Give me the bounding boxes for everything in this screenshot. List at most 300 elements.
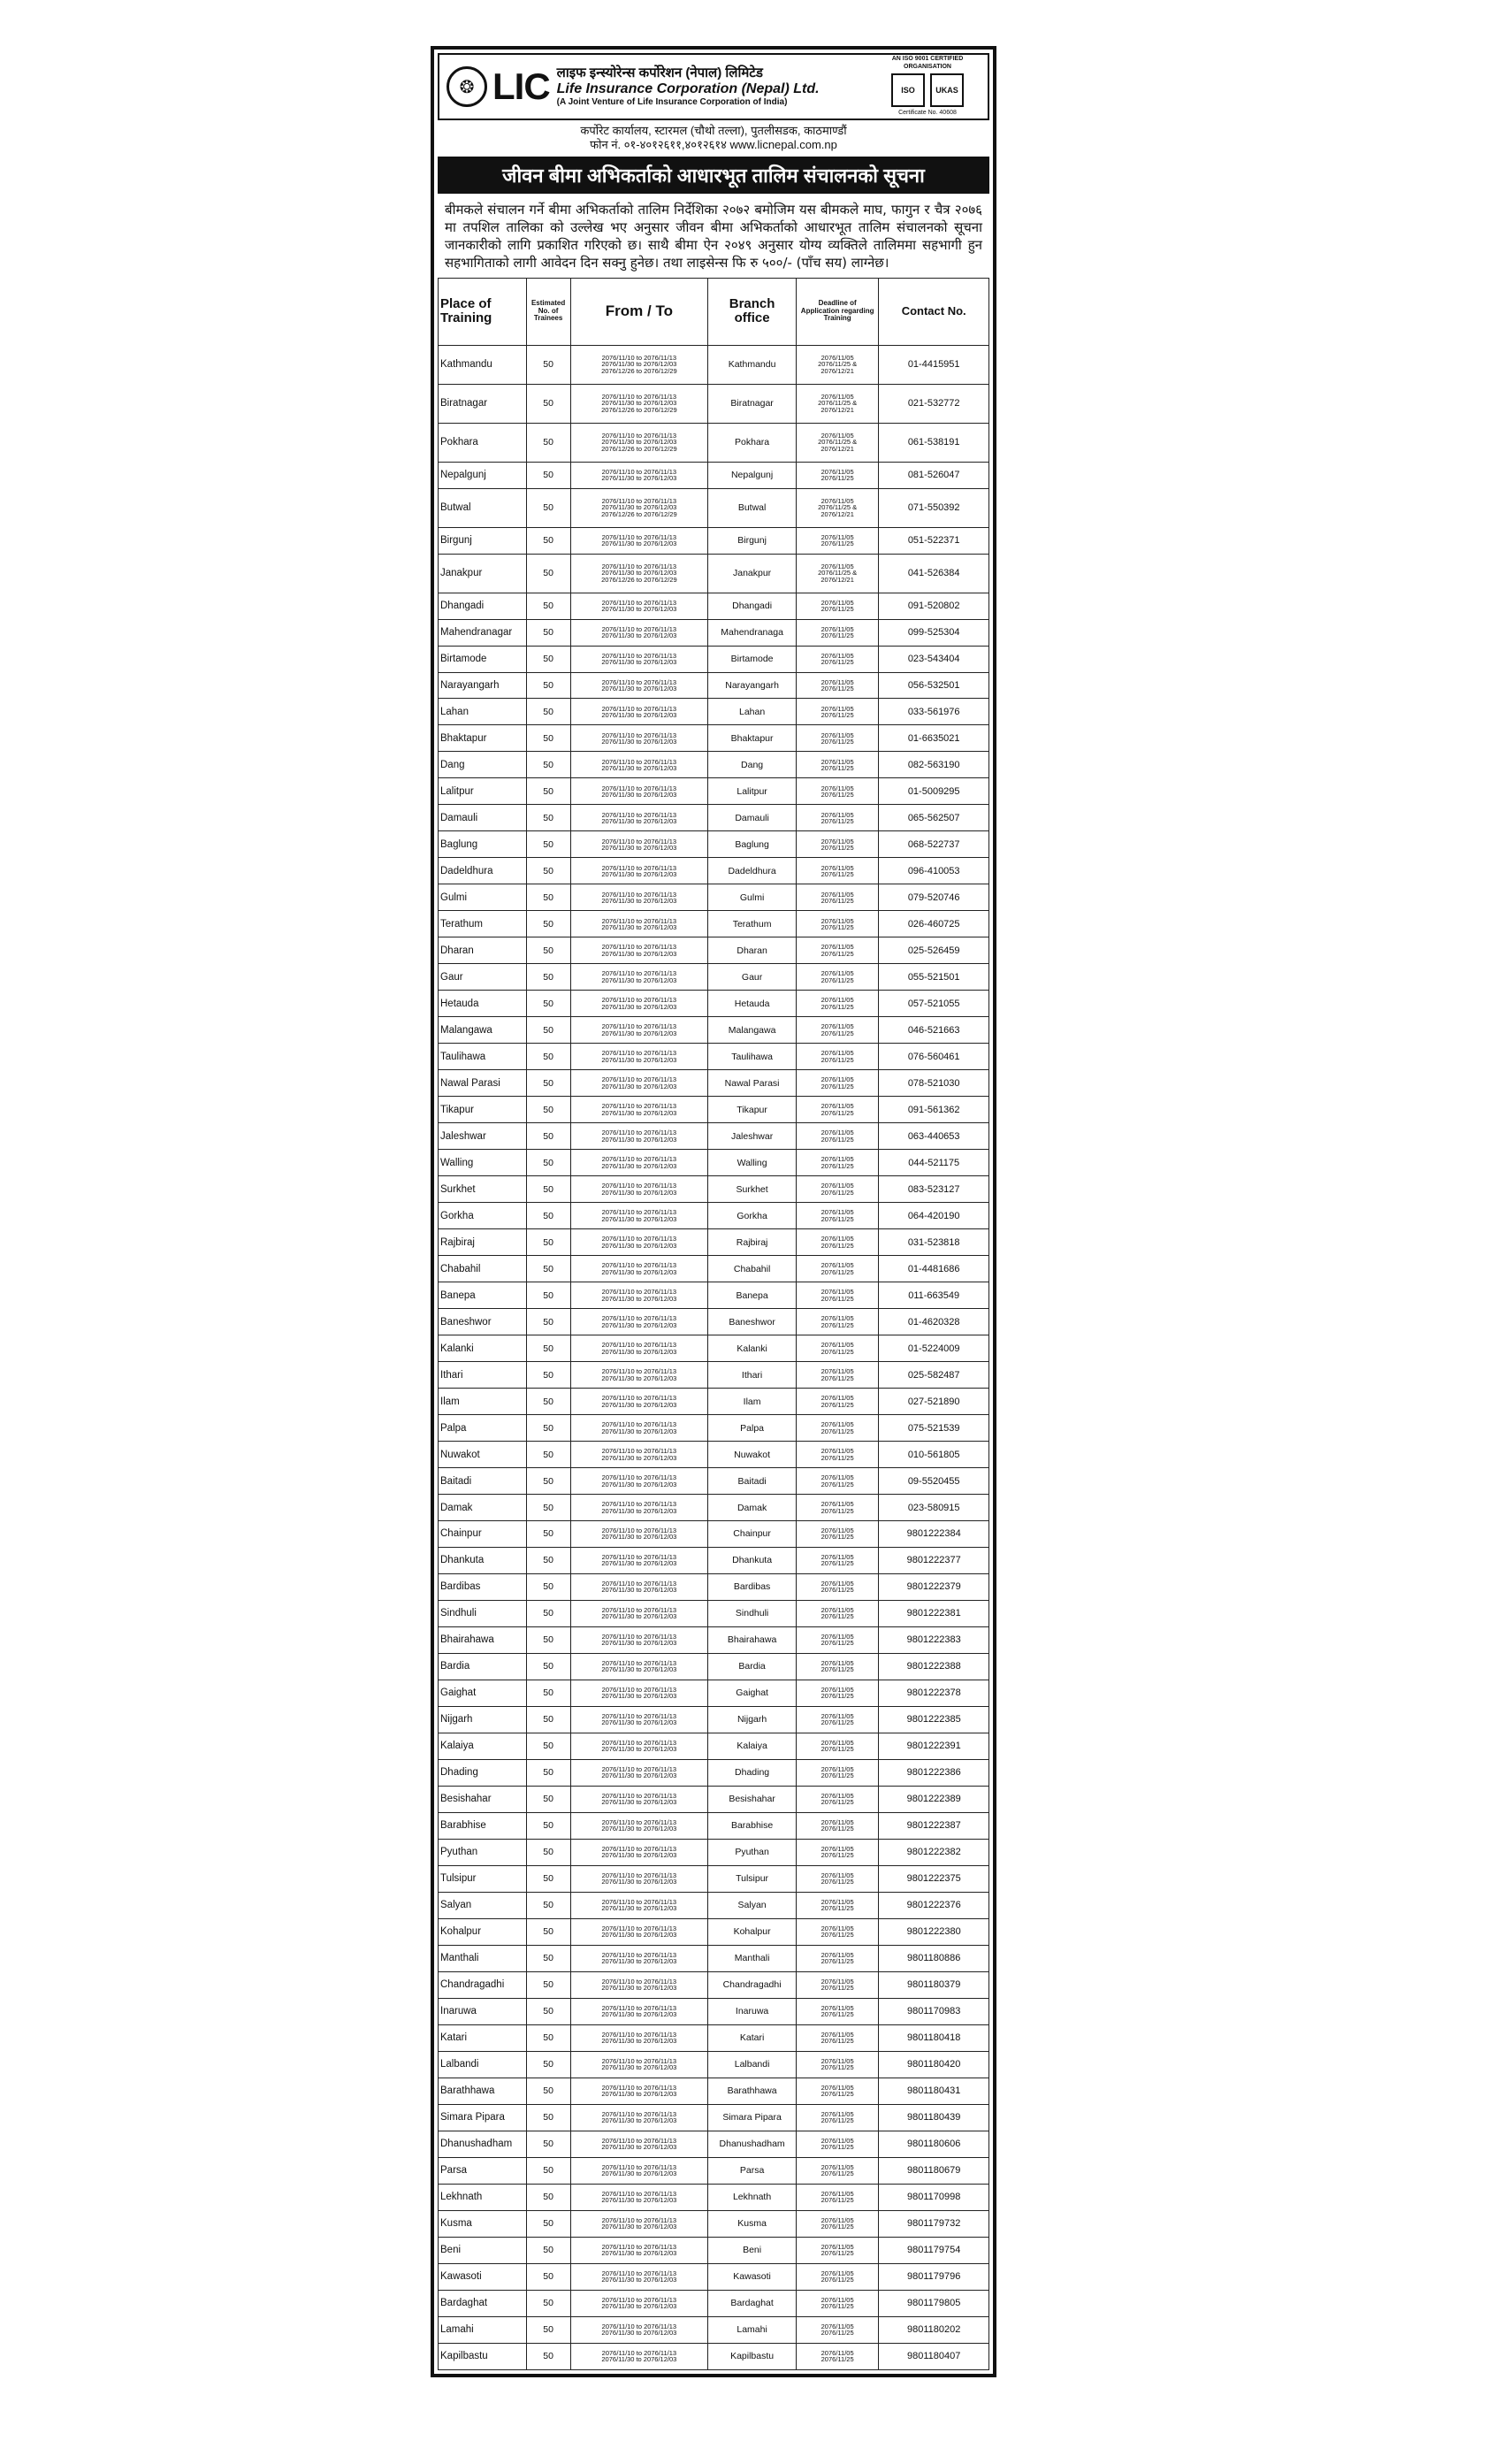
contact-cell: 082-563190: [879, 752, 989, 778]
contact-cell: 083-523127: [879, 1176, 989, 1203]
deadline-cell: [796, 1203, 878, 1229]
date-range: 2076/11/30 to 2076/12/03: [601, 976, 677, 984]
table-row: [439, 2157, 989, 2184]
deadline-date: 2076/11/25: [821, 1400, 854, 1409]
place-cell: Dadeldhura: [439, 858, 527, 884]
deadline-cell: [796, 345, 878, 384]
date-range: 2076/11/30 to 2076/12/03: [601, 2355, 677, 2364]
date-range: 2076/12/26 to 2076/12/29: [601, 444, 677, 453]
date-range: 2076/12/26 to 2076/12/29: [601, 405, 677, 414]
deadline-date: 2076/11/25: [821, 1957, 854, 1966]
table-row: [439, 1945, 989, 1971]
trainees-cell: 50: [526, 1626, 570, 1653]
branch-cell: Narayangarh: [708, 672, 797, 699]
contact-cell: 046-521663: [879, 1017, 989, 1044]
table-row: [439, 937, 989, 964]
dates-cell: [570, 1389, 708, 1415]
trainees-cell: 50: [526, 2316, 570, 2343]
table-row: [439, 1203, 989, 1229]
contact-cell: 9801222391: [879, 1733, 989, 1759]
deadline-cell: [796, 554, 878, 593]
place-cell: Bhairahawa: [439, 1626, 527, 1653]
branch-cell: Bardia: [708, 1653, 797, 1680]
contact-cell: 9801180407: [879, 2343, 989, 2369]
address-block: [438, 120, 989, 157]
contact-cell: 099-525304: [879, 619, 989, 646]
place-cell: Dang: [439, 752, 527, 778]
table-row: [439, 858, 989, 884]
date-range: 2076/11/10 to 2076/11/13: [601, 2136, 677, 2145]
date-range: 2076/11/10 to 2076/11/13: [601, 1844, 677, 1853]
dates-cell: [570, 1812, 708, 1839]
branch-cell: Malangawa: [708, 1017, 797, 1044]
deadline-date: 2076/11/05: [821, 890, 854, 899]
table-row: [439, 2237, 989, 2263]
deadline-date: 2076/11/05: [821, 1420, 854, 1429]
table-row: [439, 384, 989, 423]
trainees-cell: 50: [526, 991, 570, 1017]
dates-cell: [570, 1415, 708, 1442]
deadline-date: 2076/11/05: [821, 1314, 854, 1323]
date-range: 2076/11/30 to 2076/12/03: [601, 1825, 677, 1833]
date-range: 2076/11/30 to 2076/12/03: [601, 2116, 677, 2125]
deadline-date: 2076/12/21: [821, 366, 854, 375]
date-range: 2076/11/10 to 2076/11/13: [601, 731, 677, 739]
date-range: 2076/11/30 to 2076/12/03: [601, 658, 677, 666]
place-cell: Lekhnath: [439, 2184, 527, 2210]
contact-cell: 023-580915: [879, 1495, 989, 1521]
dates-cell: [570, 1600, 708, 1626]
trainees-cell: 50: [526, 1176, 570, 1203]
dates-cell: [570, 1442, 708, 1468]
trainees-cell: 50: [526, 1309, 570, 1335]
table-row: [439, 1309, 989, 1335]
table-row: [439, 1017, 989, 1044]
trainees-cell: 50: [526, 1468, 570, 1495]
date-range: 2076/11/30 to 2076/12/03: [601, 869, 677, 878]
deadline-date: 2076/11/05: [821, 1182, 854, 1190]
date-range: 2076/11/10 to 2076/11/13: [601, 863, 677, 872]
date-range: 2076/11/10 to 2076/11/13: [601, 996, 677, 1005]
dates-cell: [570, 2104, 708, 2131]
deadline-cell: [796, 1786, 878, 1812]
contact-cell: 051-522371: [879, 527, 989, 554]
address-line: कर्पोरेट कार्यालय, स्टारमल (चौथो तल्ला), पुतलीसडक, काठमाण्डौं: [580, 124, 847, 137]
date-range: 2076/11/10 to 2076/11/13: [601, 1817, 677, 1826]
deadline-date: 2076/11/05: [821, 1712, 854, 1721]
date-range: 2076/11/30 to 2076/12/03: [601, 503, 677, 512]
place-cell: Narayangarh: [439, 672, 527, 699]
contact-cell: 01-4415951: [879, 345, 989, 384]
trainees-cell: 50: [526, 778, 570, 805]
trainees-cell: 50: [526, 488, 570, 527]
date-range: 2076/11/30 to 2076/12/03: [601, 949, 677, 958]
deadline-date: 2076/11/25 &: [818, 360, 858, 369]
date-range: 2076/11/30 to 2076/12/03: [601, 2010, 677, 2019]
deadline-date: 2076/11/25: [821, 1347, 854, 1356]
trainees-cell: 50: [526, 1335, 570, 1362]
place-cell: Dhankuta: [439, 1547, 527, 1573]
table-row: [439, 1626, 989, 1653]
contact-cell: 027-521890: [879, 1389, 989, 1415]
table-row: [439, 554, 989, 593]
trainees-cell: 50: [526, 1892, 570, 1918]
deadline-date: 2076/11/05: [821, 353, 854, 362]
date-range: 2076/11/10 to 2076/11/13: [601, 2269, 677, 2277]
deadline-date: 2076/11/05: [821, 1897, 854, 1906]
date-range: 2076/11/30 to 2076/12/03: [601, 2063, 677, 2072]
place-cell: Kawasoti: [439, 2263, 527, 2290]
dates-cell: [570, 423, 708, 462]
deadline-cell: [796, 1945, 878, 1971]
deadline-cell: [796, 1680, 878, 1706]
date-range: 2076/11/30 to 2076/12/03: [601, 1559, 677, 1568]
date-range: 2076/11/30 to 2076/12/03: [601, 631, 677, 640]
deadline-cell: [796, 1547, 878, 1573]
deadline-date: 2076/11/25: [821, 1055, 854, 1064]
deadline-cell: [796, 2290, 878, 2316]
deadline-date: 2076/11/25: [821, 539, 854, 548]
branch-cell: Salyan: [708, 1892, 797, 1918]
date-range: 2076/11/30 to 2076/12/03: [601, 922, 677, 931]
trainees-cell: 50: [526, 1812, 570, 1839]
table-row: [439, 1335, 989, 1362]
place-cell: Lalitpur: [439, 778, 527, 805]
dates-cell: [570, 778, 708, 805]
deadline-date: 2076/11/25: [821, 1002, 854, 1011]
date-range: 2076/11/10 to 2076/11/13: [601, 2189, 677, 2198]
deadline-cell: [796, 1892, 878, 1918]
table-row: [439, 1521, 989, 1548]
deadline-cell: [796, 2104, 878, 2131]
deadline-cell: [796, 778, 878, 805]
deadline-date: 2076/11/25: [821, 1984, 854, 1993]
dates-cell: [570, 1335, 708, 1362]
date-range: 2076/11/10 to 2076/11/13: [601, 677, 677, 686]
deadline-cell: [796, 1706, 878, 1733]
place-cell: Nepalgunj: [439, 462, 527, 488]
deadline-cell: [796, 1573, 878, 1600]
date-range: 2076/11/30 to 2076/12/03: [601, 1851, 677, 1860]
deadline-date: 2076/11/25: [821, 816, 854, 825]
date-range: 2076/11/30 to 2076/12/03: [601, 816, 677, 825]
dates-cell: [570, 1945, 708, 1971]
date-range: 2076/11/10 to 2076/11/13: [601, 497, 677, 506]
deadline-date: 2076/11/25: [821, 1241, 854, 1250]
branch-cell: Dhankuta: [708, 1547, 797, 1573]
date-range: 2076/11/10 to 2076/11/13: [601, 2030, 677, 2039]
table-row: [439, 1123, 989, 1150]
date-range: 2076/11/30 to 2076/12/03: [601, 2090, 677, 2099]
deadline-cell: [796, 384, 878, 423]
contact-cell: 021-532772: [879, 384, 989, 423]
dates-cell: [570, 831, 708, 858]
table-row: [439, 423, 989, 462]
branch-cell: Baneshwor: [708, 1309, 797, 1335]
deadline-cell: [796, 937, 878, 964]
date-range: 2076/11/10 to 2076/11/13: [601, 651, 677, 660]
deadline-date: 2076/11/25: [821, 1294, 854, 1303]
branch-cell: Dadeldhura: [708, 858, 797, 884]
deadline-date: 2076/11/25: [821, 474, 854, 483]
table-row: [439, 1918, 989, 1945]
dates-cell: [570, 1229, 708, 1256]
deadline-date: 2076/11/05: [821, 1235, 854, 1243]
date-range: 2076/11/10 to 2076/11/13: [601, 1606, 677, 1615]
date-range: 2076/11/10 to 2076/11/13: [601, 1235, 677, 1243]
branch-cell: Bardaghat: [708, 2290, 797, 2316]
header-from-to: From / To: [570, 278, 708, 345]
deadline-date: 2076/11/25: [821, 2169, 854, 2178]
deadline-cell: [796, 527, 878, 554]
trainees-cell: 50: [526, 2343, 570, 2369]
dates-cell: [570, 725, 708, 752]
contact-cell: 9801222378: [879, 1680, 989, 1706]
contact-cell: 033-561976: [879, 699, 989, 725]
date-range: 2076/11/30 to 2076/12/03: [601, 2276, 677, 2284]
place-cell: Nuwakot: [439, 1442, 527, 1468]
trainees-cell: 50: [526, 1229, 570, 1256]
table-row: [439, 1573, 989, 1600]
trainees-cell: 50: [526, 699, 570, 725]
date-range: 2076/11/30 to 2076/12/03: [601, 438, 677, 447]
deadline-date: 2076/11/25: [821, 2143, 854, 2152]
dates-cell: [570, 554, 708, 593]
notice-title: जीवन बीमा अभिकर्ताको आधारभूत तालिम संचालनको सूचना: [438, 157, 989, 194]
place-cell: Gaighat: [439, 1680, 527, 1706]
contact-cell: 068-522737: [879, 831, 989, 858]
trainees-cell: 50: [526, 1573, 570, 1600]
deadline-date: 2076/11/05: [821, 916, 854, 925]
place-cell: Dharan: [439, 937, 527, 964]
dates-cell: [570, 1282, 708, 1309]
trainees-cell: 50: [526, 2104, 570, 2131]
deadline-date: 2076/11/25: [821, 896, 854, 905]
trainees-cell: 50: [526, 1547, 570, 1573]
date-range: 2076/11/30 to 2076/12/03: [601, 1241, 677, 1250]
deadline-date: 2076/11/25: [821, 684, 854, 693]
trainees-cell: 50: [526, 805, 570, 831]
joint-venture-note: (A Joint Venture of Life Insurance Corporation of India): [556, 97, 788, 108]
deadline-date: 2076/11/05: [821, 1791, 854, 1800]
deadline-date: 2076/11/25: [821, 763, 854, 772]
table-row: [439, 991, 989, 1017]
branch-cell: Janakpur: [708, 554, 797, 593]
trainees-cell: 50: [526, 345, 570, 384]
deadline-cell: [796, 2131, 878, 2157]
deadline-date: 2076/11/25: [821, 737, 854, 746]
branch-cell: Baglung: [708, 831, 797, 858]
deadline-date: 2076/11/05: [821, 432, 854, 440]
place-cell: Dhangadi: [439, 593, 527, 619]
date-range: 2076/11/10 to 2076/11/13: [601, 1580, 677, 1588]
date-range: 2076/11/10 to 2076/11/13: [601, 1182, 677, 1190]
trainees-cell: 50: [526, 2078, 570, 2104]
date-range: 2076/11/30 to 2076/12/03: [601, 1347, 677, 1356]
place-cell: Gulmi: [439, 884, 527, 911]
table-row: [439, 1998, 989, 2024]
table-row: [439, 2078, 989, 2104]
date-range: 2076/11/30 to 2076/12/03: [601, 1267, 677, 1276]
branch-cell: Sindhuli: [708, 1600, 797, 1626]
place-cell: Inaruwa: [439, 1998, 527, 2024]
dates-cell: [570, 462, 708, 488]
date-range: 2076/11/10 to 2076/11/13: [601, 2322, 677, 2330]
deadline-date: 2076/11/05: [821, 467, 854, 476]
dates-cell: [570, 1150, 708, 1176]
date-range: 2076/11/10 to 2076/11/13: [601, 1977, 677, 1986]
date-range: 2076/11/30 to 2076/12/03: [601, 1798, 677, 1807]
date-range: 2076/11/30 to 2076/12/03: [601, 1188, 677, 1197]
trainees-cell: 50: [526, 752, 570, 778]
contact-cell: 9801222387: [879, 1812, 989, 1839]
deadline-date: 2076/11/25: [821, 1029, 854, 1037]
deadline-date: 2076/11/05: [821, 2056, 854, 2065]
date-range: 2076/11/30 to 2076/12/03: [601, 2223, 677, 2231]
date-range: 2076/11/10 to 2076/11/13: [601, 532, 677, 541]
contact-cell: 9801180679: [879, 2157, 989, 2184]
contact-cell: 075-521539: [879, 1415, 989, 1442]
date-range: 2076/11/10 to 2076/11/13: [601, 1049, 677, 1058]
date-range: 2076/11/10 to 2076/11/13: [601, 890, 677, 899]
trainees-cell: 50: [526, 1203, 570, 1229]
org-names: [557, 65, 874, 107]
place-cell: Mahendranagar: [439, 619, 527, 646]
branch-cell: Nijgarh: [708, 1706, 797, 1733]
date-range: 2076/11/30 to 2076/12/03: [601, 1108, 677, 1117]
dates-cell: [570, 1521, 708, 1548]
deadline-date: 2076/11/25: [821, 843, 854, 852]
deadline-date: 2076/11/05: [821, 497, 854, 506]
table-row: [439, 1097, 989, 1123]
place-cell: Kalaiya: [439, 1733, 527, 1759]
table-row: [439, 1389, 989, 1415]
branch-cell: Lekhnath: [708, 2184, 797, 2210]
place-cell: Kalanki: [439, 1335, 527, 1362]
trainees-cell: 50: [526, 2210, 570, 2237]
date-range: 2076/11/10 to 2076/11/13: [601, 1500, 677, 1509]
contact-cell: 063-440653: [879, 1123, 989, 1150]
org-name-english: Life Insurance Corporation (Nepal) Ltd.: [556, 80, 820, 96]
contact-cell: 023-543404: [879, 646, 989, 672]
branch-cell: Tulsipur: [708, 1865, 797, 1892]
deadline-cell: [796, 1600, 878, 1626]
deadline-date: 2076/11/05: [821, 1022, 854, 1031]
branch-cell: Gorkha: [708, 1203, 797, 1229]
deadline-date: 2076/11/05: [821, 704, 854, 713]
table-row: [439, 527, 989, 554]
date-range: 2076/11/30 to 2076/12/03: [601, 1612, 677, 1621]
deadline-cell: [796, 1335, 878, 1362]
dates-cell: [570, 1680, 708, 1706]
date-range: 2076/11/10 to 2076/11/13: [601, 1261, 677, 1270]
date-range: 2076/11/30 to 2076/12/03: [601, 2302, 677, 2311]
place-cell: Simara Pipara: [439, 2104, 527, 2131]
dates-cell: [570, 1017, 708, 1044]
date-range: 2076/11/10 to 2076/11/13: [601, 1022, 677, 1031]
dates-cell: [570, 2078, 708, 2104]
deadline-cell: [796, 1229, 878, 1256]
dates-cell: [570, 1256, 708, 1282]
deadline-date: 2076/11/25: [821, 1904, 854, 1913]
notice-advertisement: [431, 46, 996, 2377]
branch-cell: Parsa: [708, 2157, 797, 2184]
date-range: 2076/12/26 to 2076/12/29: [601, 509, 677, 518]
deadline-date: 2076/11/05: [821, 2136, 854, 2145]
date-range: 2076/11/30 to 2076/12/03: [601, 1320, 677, 1329]
dates-cell: [570, 488, 708, 527]
dates-cell: [570, 1547, 708, 1573]
deadline-date: 2076/11/05: [821, 393, 854, 401]
contact-cell: 01-4481686: [879, 1256, 989, 1282]
table-row: [439, 1070, 989, 1097]
table-row: [439, 1706, 989, 1733]
date-range: 2076/11/30 to 2076/12/03: [601, 1745, 677, 1754]
contact-cell: 079-520746: [879, 884, 989, 911]
deadline-cell: [796, 1733, 878, 1759]
date-range: 2076/11/10 to 2076/11/13: [601, 1075, 677, 1084]
dates-cell: [570, 1123, 708, 1150]
date-range: 2076/11/10 to 2076/11/13: [601, 1659, 677, 1668]
date-range: 2076/11/10 to 2076/11/13: [601, 2295, 677, 2304]
table-row: [439, 1442, 989, 1468]
branch-cell: Ilam: [708, 1389, 797, 1415]
deadline-date: 2076/11/25: [821, 869, 854, 878]
contact-cell: 9801180606: [879, 2131, 989, 2157]
contact-cell: 044-521175: [879, 1150, 989, 1176]
trainees-cell: 50: [526, 672, 570, 699]
ukas-seal-icon: UKAS: [930, 73, 964, 107]
cert-number: Certificate No. 40608: [898, 110, 957, 117]
contact-cell: 061-538191: [879, 423, 989, 462]
date-range: 2076/11/10 to 2076/11/13: [601, 1686, 677, 1695]
deadline-date: 2076/11/05: [821, 731, 854, 739]
deadline-cell: [796, 699, 878, 725]
trainees-cell: 50: [526, 1442, 570, 1468]
contact-cell: 9801179796: [879, 2263, 989, 2290]
deadline-date: 2076/11/05: [821, 1473, 854, 1482]
place-cell: Katari: [439, 2024, 527, 2051]
deadline-cell: [796, 911, 878, 937]
contact-cell: 01-6635021: [879, 725, 989, 752]
trainees-cell: 50: [526, 1998, 570, 2024]
deadline-date: 2076/11/05: [821, 2109, 854, 2118]
place-cell: Walling: [439, 1150, 527, 1176]
date-range: 2076/11/30 to 2076/12/03: [601, 843, 677, 852]
dates-cell: [570, 1495, 708, 1521]
place-cell: Rajbiraj: [439, 1229, 527, 1256]
deadline-cell: [796, 462, 878, 488]
deadline-cell: [796, 858, 878, 884]
deadline-date: 2076/11/25: [821, 1506, 854, 1515]
place-cell: Damak: [439, 1495, 527, 1521]
date-range: 2076/11/30 to 2076/12/03: [601, 2143, 677, 2152]
deadline-cell: [796, 1839, 878, 1865]
deadline-date: 2076/11/25: [821, 2063, 854, 2072]
place-cell: Ilam: [439, 1389, 527, 1415]
trainees-cell: 50: [526, 1415, 570, 1442]
dates-cell: [570, 1733, 708, 1759]
branch-cell: Nawal Parasi: [708, 1070, 797, 1097]
date-range: 2076/11/10 to 2076/11/13: [601, 1791, 677, 1800]
branch-cell: Birtamode: [708, 646, 797, 672]
dates-cell: [570, 619, 708, 646]
deadline-cell: [796, 1468, 878, 1495]
branch-cell: Dhanushadham: [708, 2131, 797, 2157]
contact-cell: 9801222377: [879, 1547, 989, 1573]
contact-cell: 010-561805: [879, 1442, 989, 1468]
branch-cell: Kohalpur: [708, 1918, 797, 1945]
